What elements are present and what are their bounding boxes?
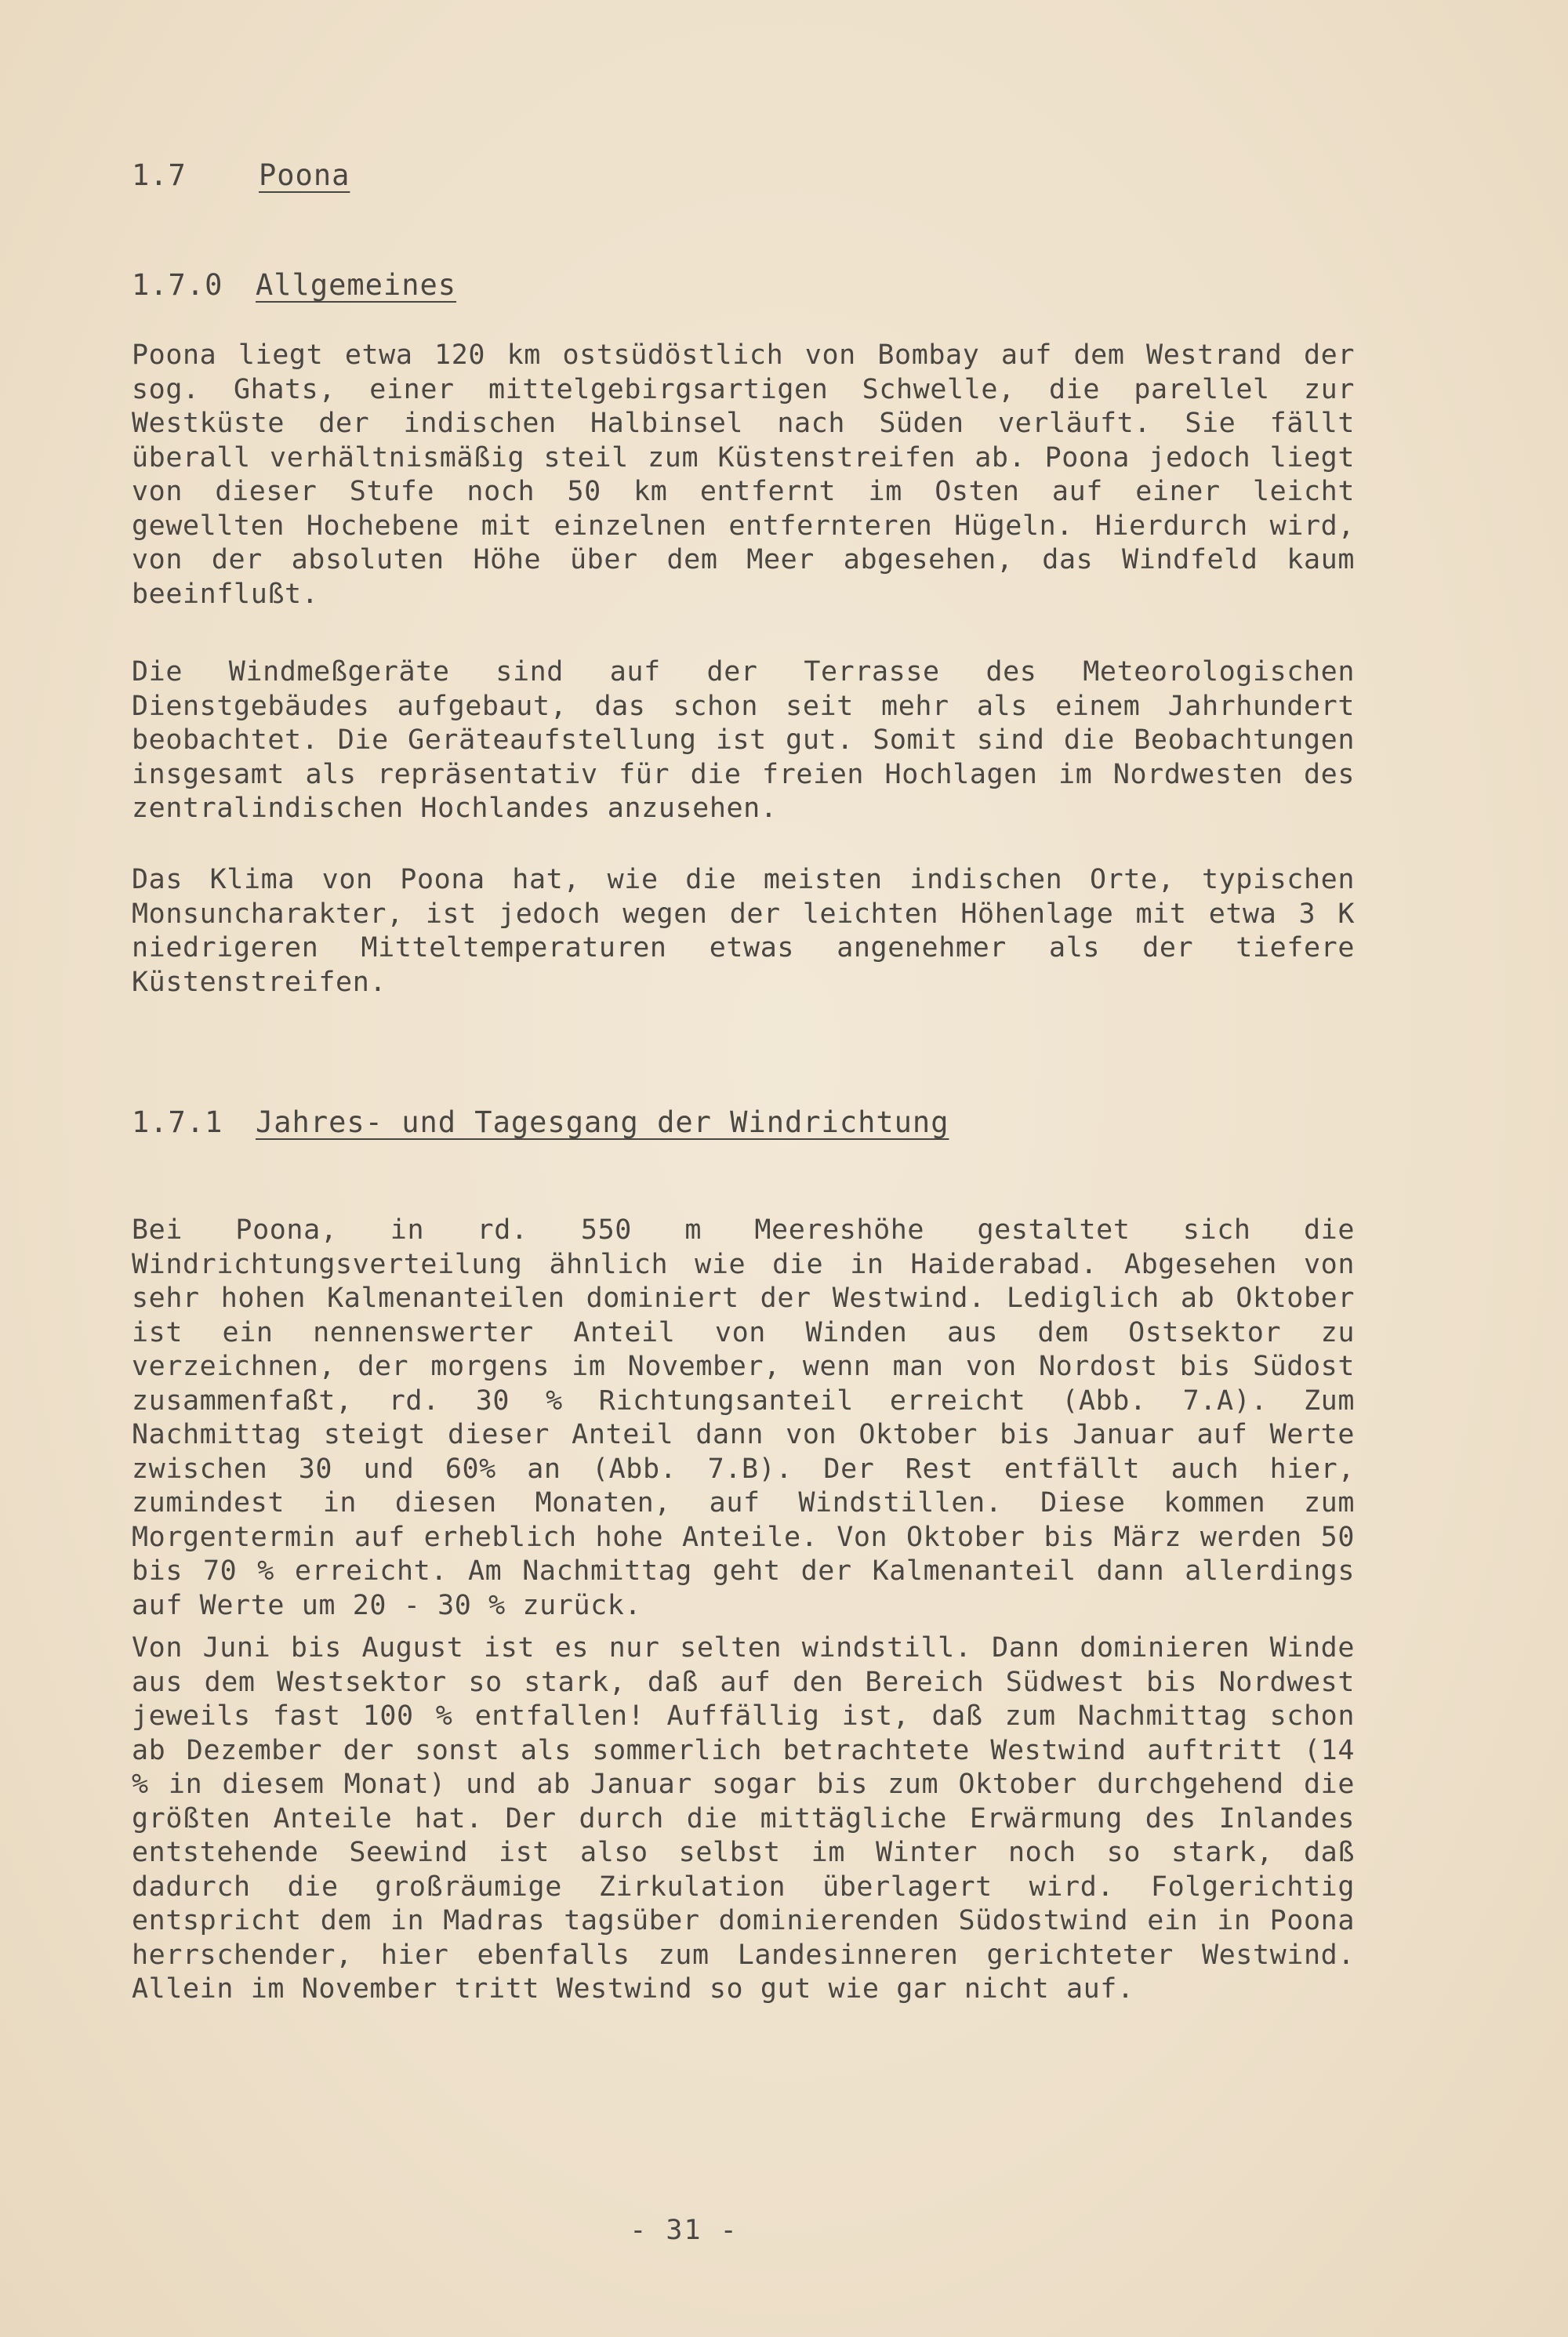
section-heading-poona xyxy=(132,158,350,192)
paragraph-climate: Das Klima von Poona hat, wie die meisten indischen Orte, typischen Monsuncharakter, ist jedoch wegen der leichten Höhenlage mit etwa 3 K niedrigeren Mitteltemperaturen etwas angenehmer als der tiefere Küstenstreifen. xyxy=(132,864,1355,998)
section-number: 1.7.0 xyxy=(132,268,223,302)
paragraph-location: Poona liegt etwa 120 km ostsüdöstlich von Bombay auf dem Westrand der sog. Ghats, einer mittelgebirgsartigen Schwelle, die parellel zur Westküste der indischen Halbinsel nach Süden verläuft. Sie fällt überall verhältnismäßig steil zum Küstenstreifen ab. Poona jedoch liegt von dieser Stufe noch 50 km entfernt im Osten auf einer leicht gewellten Hochebene mit einzelnen entfernteren Hügeln. Hierdurch wird, von der absoluten Höhe über dem Meer abgesehen, das Windfeld kaum beeinflußt. xyxy=(132,339,1355,610)
paragraph-instruments: Die Windmeßgeräte sind auf der Terrasse des Meteorologischen Dienstgebäudes aufgebaut, das schon seit mehr als einem Jahrhundert beobachtet. Die Geräteaufstellung ist gut. Somit sind die Beobachtungen insgesamt als repräsentativ für die freien Hochlagen im Nordwesten des zentralindischen Hochlandes anzusehen. xyxy=(132,656,1355,824)
section-heading-allgemeines xyxy=(132,268,456,302)
section-heading-windrichtung xyxy=(132,1105,949,1139)
section-title: Allgemeines xyxy=(256,268,457,302)
section-title: Poona xyxy=(259,158,350,192)
section-number: 1.7 xyxy=(132,158,187,192)
paragraph-summer-westwind: Von Juni bis August ist es nur selten windstill. Dann dominieren Winde aus dem Westsektor so stark, daß auf den Bereich Südwest bis Nordwest jeweils fast 100 % entfallen! Auffällig ist, daß zum Nachmittag schon ab Dezember der sonst als sommerlich betrachtete Westwind auftritt (14 % in diesem Monat) und ab Januar sogar bis zum Oktober durchgehend die größten Anteile hat. Der durch die mittägliche Erwärmung des Inlandes entstehende Seewind ist also selbst im Winter noch so stark, daß dadurch die großräumige Zirkulation überlagert wird. Folgerichtig entspricht dem in Madras tagsüber dominierenden Südostwind ein in Poona herrschender, hier ebenfalls zum Landesinneren gerichteter Westwind. Allein im November tritt Westwind so gut wie gar nicht auf. xyxy=(132,1632,1355,2005)
section-number: 1.7.1 xyxy=(132,1105,223,1139)
paragraph-wind-distribution: Bei Poona, in rd. 550 m Meereshöhe gestaltet sich die Windrichtungsverteilung ähnlich wie die in Haiderabad. Abgesehen von sehr hohen Kalmenanteilen dominiert der Westwind. Lediglich ab Oktober ist ein nennenswerter Anteil von Winden aus dem Ostsektor zu verzeichnen, der morgens im November, wenn man von Nordost bis Südost zusammenfaßt, rd. 30 % Richtungsanteil erreicht (Abb. 7.A). Zum Nachmittag steigt dieser Anteil dann von Oktober bis Januar auf Werte zwischen 30 und 60% an (Abb. 7.B). Der Rest entfällt auch hier, zumindest in diesen Monaten, auf Windstillen. Diese kommen zum Morgentermin auf erheblich hohe Anteile. Von Oktober bis März werden 50 bis 70 % erreicht. Am Nachmittag geht der Kalmenanteil dann allerdings auf Werte um 20 - 30 % zurück. xyxy=(132,1214,1355,1621)
section-title: Jahres- und Tagesgang der Windrichtung xyxy=(256,1105,949,1139)
page-number: - 31 - xyxy=(630,2215,739,2246)
